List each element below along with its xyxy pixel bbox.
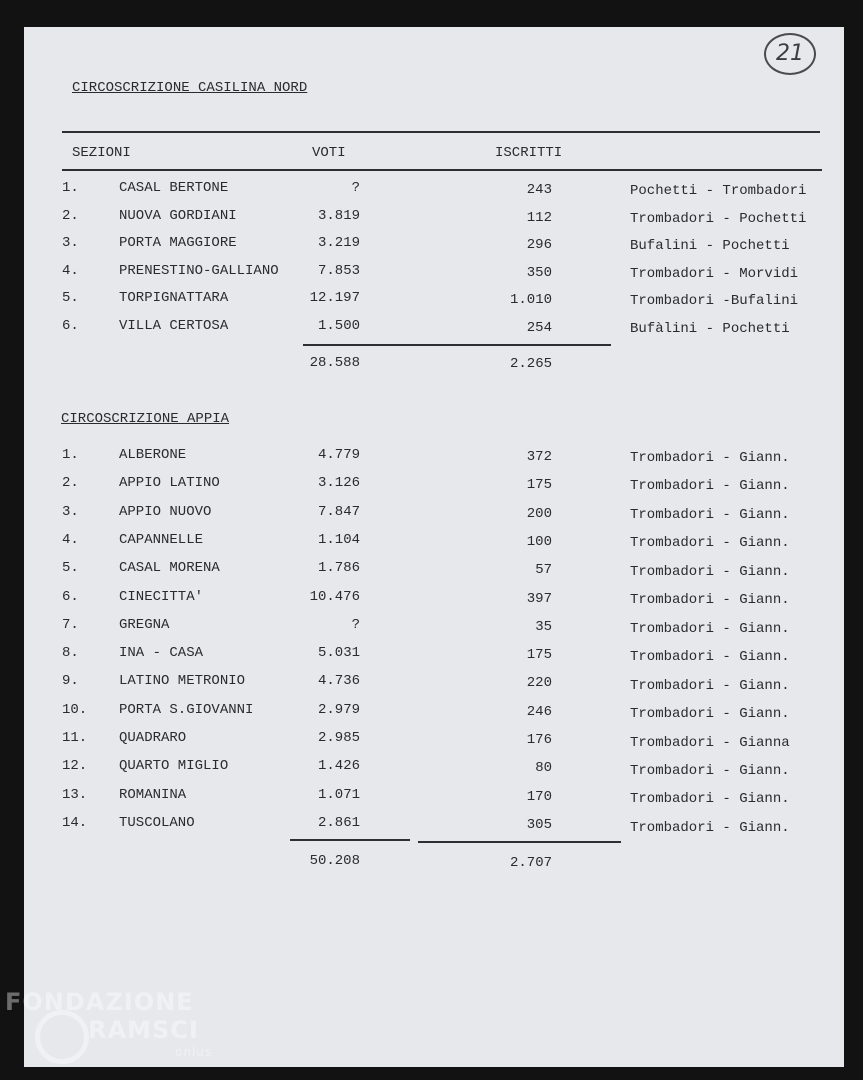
- section-name: PORTA S.GIOVANNI: [119, 701, 254, 718]
- iscritti-value: 246: [526, 703, 552, 720]
- row-number: 4.: [62, 531, 79, 548]
- section-name: CASAL MORENA: [119, 560, 220, 577]
- row-number: 2.: [62, 475, 79, 492]
- voti-value: 1.071: [317, 786, 360, 803]
- responsabili: Pochetti - Trombadori: [630, 183, 807, 199]
- voti-value: 5.031: [317, 645, 360, 662]
- voti-value: 2.979: [317, 701, 360, 718]
- appia-total-iscritti: 2.707: [509, 855, 552, 871]
- column-header-voti: VOTI: [312, 145, 346, 161]
- section-name: VILLA CERTOSA: [119, 318, 229, 334]
- responsabili: Trombadori - Giann.: [630, 450, 790, 466]
- row-number: 9.: [62, 673, 79, 690]
- watermark-fondazione: FONDAZIONE: [5, 988, 194, 1016]
- iscritti-value: 372: [526, 449, 552, 465]
- section-name: NUOVA GORDIANI: [119, 207, 237, 224]
- responsabili: Trombadori - Gianna: [630, 734, 790, 751]
- row-number: 4.: [62, 262, 79, 279]
- row-number: 6.: [62, 318, 79, 334]
- row-number: 1.: [62, 447, 79, 463]
- row-number: 3.: [62, 503, 79, 520]
- row-number: 1.: [62, 180, 79, 196]
- row-number: 6.: [62, 588, 79, 605]
- responsabili: Trombadori -Bufalini: [630, 293, 799, 310]
- appia-total-rule-iscritti: [418, 841, 621, 843]
- row-number: 14.: [62, 814, 88, 831]
- watermark-gramsci: RAMSCI: [88, 1016, 199, 1044]
- voti-value: 7.853: [317, 262, 360, 279]
- voti-value: 1.500: [317, 318, 360, 334]
- section-name: ROMANINA: [119, 786, 187, 803]
- watermark-onlus: onlus: [175, 1045, 213, 1059]
- responsabili: Trombadori - Giann.: [630, 791, 790, 808]
- section-name: GREGNA: [119, 616, 170, 633]
- responsabili: Trombadori - Giann.: [630, 706, 790, 723]
- iscritti-value: 100: [526, 533, 552, 550]
- column-header-iscritti: ISCRITTI: [495, 145, 563, 161]
- responsabili: Trombadori - Giann.: [630, 506, 790, 523]
- section-name: CAPANNELLE: [119, 531, 204, 548]
- section-name: QUARTO MIGLIO: [119, 758, 229, 775]
- iscritti-value: 243: [526, 182, 552, 198]
- iscritti-value: 176: [526, 732, 552, 748]
- responsabili: Trombadori - Giann.: [630, 478, 790, 495]
- section-name: CINECITTA': [119, 588, 204, 605]
- row-number: 5.: [62, 560, 79, 577]
- section-name: LATINO METRONIO: [119, 673, 246, 690]
- iscritti-value: 220: [526, 675, 552, 692]
- iscritti-value: 397: [526, 590, 552, 607]
- iscritti-value: 175: [526, 647, 552, 664]
- section-title-appia: CIRCOSCRIZIONE APPIA: [61, 411, 230, 427]
- section-name: ALBERONE: [119, 447, 187, 463]
- voti-value: 3.126: [317, 475, 360, 492]
- responsabili: Trombadori - Giann.: [630, 620, 790, 637]
- responsabili: Trombadori - Giann.: [630, 535, 790, 552]
- row-number: 7.: [62, 616, 79, 633]
- iscritti-value: 112: [526, 209, 552, 226]
- header-bottom-rule: [62, 169, 822, 171]
- section-title-casilina: CIRCOSCRIZIONE CASILINA NORD: [72, 80, 308, 96]
- iscritti-value: 254: [526, 320, 552, 336]
- iscritti-value: 175: [526, 477, 552, 494]
- section-name: CASAL BERTONE: [119, 180, 229, 196]
- responsabili: Trombadori - Giann.: [630, 592, 790, 609]
- iscritti-value: 200: [526, 505, 552, 522]
- iscritti-value: 350: [526, 264, 552, 281]
- casilina-total-voti: 28.588: [309, 355, 360, 371]
- iscritti-value: 296: [526, 237, 552, 254]
- responsabili: Trombadori - Giann.: [630, 649, 790, 666]
- row-number: 10.: [62, 701, 88, 718]
- column-header-sezioni: SEZIONI: [72, 145, 131, 161]
- section-name: TORPIGNATTARA: [119, 290, 229, 307]
- row-number: 3.: [62, 235, 79, 252]
- responsabili: Trombadori - Morvidi: [630, 265, 799, 282]
- casilina-total-iscritti: 2.265: [509, 356, 552, 372]
- casilina-total-rule: [303, 344, 611, 346]
- voti-value: 1.786: [317, 560, 360, 577]
- iscritti-value: 35: [535, 618, 552, 635]
- row-number: 13.: [62, 786, 88, 803]
- row-number: 8.: [62, 645, 79, 662]
- row-number: 2.: [62, 207, 79, 224]
- section-name: INA - CASA: [119, 645, 204, 662]
- section-name: APPIO LATINO: [119, 475, 220, 492]
- voti-value: 3.819: [317, 207, 360, 224]
- voti-value: 1.104: [317, 531, 360, 548]
- iscritti-value: 1.010: [509, 292, 552, 309]
- voti-value: 12.197: [309, 290, 360, 307]
- row-number: 11.: [62, 730, 88, 746]
- section-name: TUSCOLANO: [119, 814, 195, 831]
- voti-value: 1.426: [317, 758, 360, 775]
- section-name: QUADRARO: [119, 730, 187, 746]
- voti-value: 4.736: [317, 673, 360, 690]
- row-number: 12.: [62, 758, 88, 775]
- voti-value: 10.476: [309, 588, 360, 605]
- responsabili: Trombadori - Giann.: [630, 762, 790, 779]
- responsabili: Trombadori - Pochetti: [630, 210, 807, 227]
- responsabili: Trombadori - Giann.: [630, 563, 790, 580]
- row-number: 5.: [62, 290, 79, 307]
- section-name: APPIO NUOVO: [119, 503, 212, 520]
- voti-value: 4.779: [317, 447, 360, 463]
- responsabili: Trombadori - Giann.: [630, 819, 790, 836]
- page-number: 21: [764, 33, 816, 75]
- voti-value: 2.861: [317, 814, 360, 831]
- section-name: PORTA MAGGIORE: [119, 235, 237, 252]
- iscritti-value: 305: [526, 816, 552, 833]
- iscritti-value: 170: [526, 788, 552, 805]
- voti-value: 7.847: [317, 503, 360, 520]
- responsabili: Bufàlini - Pochetti: [630, 321, 790, 337]
- appia-total-voti: 50.208: [309, 853, 360, 869]
- voti-value: 2.985: [317, 730, 360, 746]
- appia-total-rule-voti: [290, 839, 410, 841]
- section-name: PRENESTINO-GALLIANO: [119, 262, 279, 279]
- iscritti-value: 57: [535, 562, 552, 579]
- voti-value: 3.219: [317, 235, 360, 252]
- responsabili: Trombadori - Giann.: [630, 677, 790, 694]
- watermark-gramsci-logo: [35, 1010, 89, 1068]
- responsabili: Bufalini - Pochetti: [630, 238, 790, 255]
- voti-value: ?: [351, 616, 360, 633]
- table-top-rule: [62, 131, 820, 133]
- voti-value: ?: [351, 180, 360, 196]
- iscritti-value: 80: [535, 760, 552, 777]
